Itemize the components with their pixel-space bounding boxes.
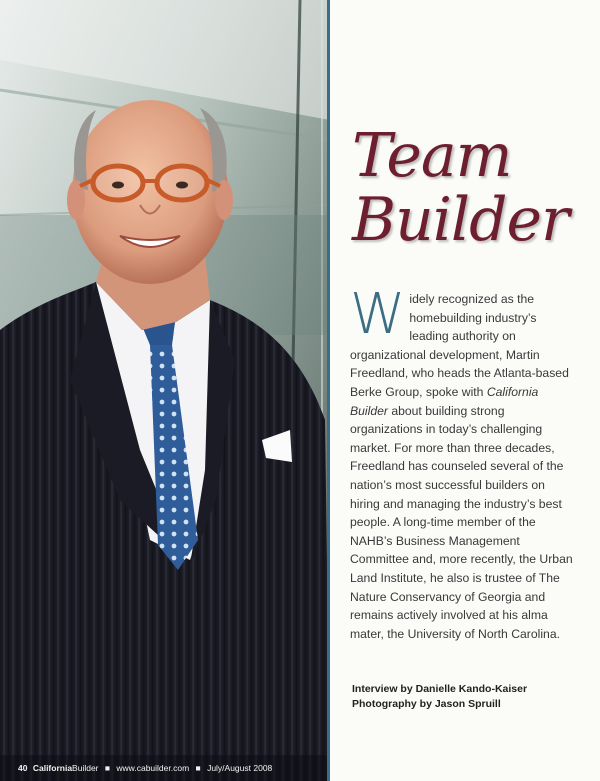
article-headline — [352, 121, 592, 255]
issue-date: July/August 2008 — [207, 763, 273, 773]
page-number: 40 — [18, 763, 28, 773]
photo-credit: Photography by Jason Spruill — [352, 698, 501, 710]
headline-line-2: Builder — [352, 185, 569, 255]
article-column — [330, 0, 600, 781]
magazine-name — [33, 763, 99, 773]
magazine-name-a: California — [32, 763, 73, 773]
magazine-name-italic: California Builder — [350, 384, 539, 418]
intro-text-part-2: about building strong organizations in today’s challenging market. For more than three decades, Freedland has counseled several of the nation’s most successful builders on hiring and managing the industry’s best people. A long-time member of the NAHB’s Business Management Committee and, more recently, the Urban Land Institute, he also is trustee of The Nature Conservancy of Georgia and remains actively involved at his alma mater, the University of North Carolina. — [350, 403, 573, 641]
magazine-url: www.cabuilder.com — [116, 763, 190, 773]
footer-bullet-1: ■ — [104, 763, 111, 773]
magazine-name-b: Builder — [72, 763, 99, 773]
article-credits — [352, 682, 527, 712]
intro-text-part-1: idely recognized as the homebuilding industry’s leading authority on organizational development, Martin Freedland, who heads the Atlanta-based Berke Group, spoke with — [350, 292, 569, 399]
footer-bullet-2: ■ — [195, 763, 201, 773]
page-footer — [0, 757, 330, 781]
headline-line-1: Team — [352, 121, 512, 191]
article-intro — [350, 282, 578, 643]
interview-credit: Interview by Danielle Kando-Kaiser — [352, 683, 528, 695]
drop-cap: W — [350, 282, 406, 347]
